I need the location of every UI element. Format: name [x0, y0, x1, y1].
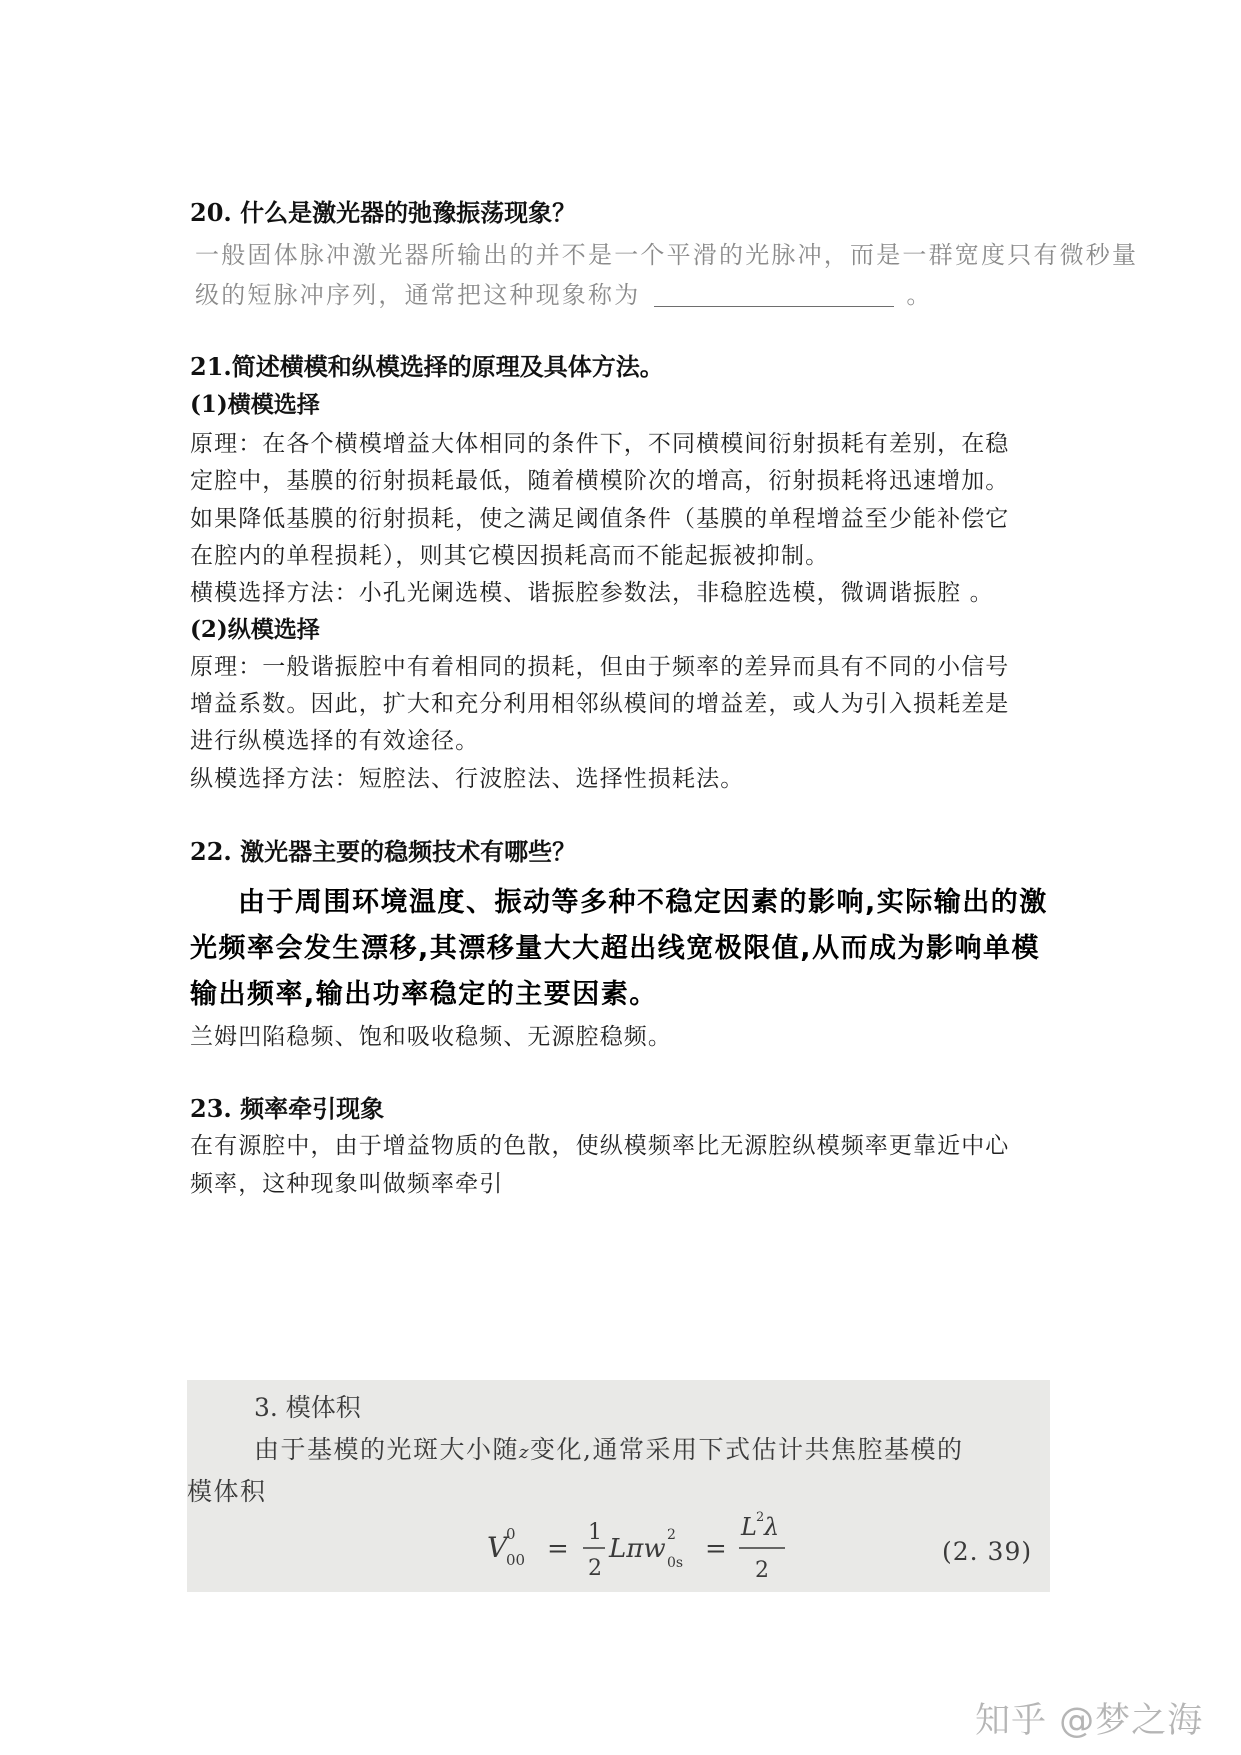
paragraph-line: 如果降低基膜的衍射损耗，使之满足阈值条件（基膜的单程增益至少能补偿它	[190, 506, 1010, 532]
scanned-text-line-1: 一般固体脉冲激光器所输出的并不是一个平滑的光脉冲，而是一群宽度只有微秒量	[195, 241, 1139, 269]
excerpt-text: 由于基模的光斑大小随	[254, 1435, 520, 1464]
answer-line: 兰姆凹陷稳频、饱和吸收稳频、无源腔稳频。	[190, 1024, 672, 1050]
formula-frac2-lambda: λ	[764, 1513, 780, 1541]
paragraph-line: 纵模选择方法：短腔法、行波腔法、选择性损耗法。	[190, 766, 745, 792]
formula-V-sub: 00	[506, 1551, 526, 1569]
bold-paragraph-line: 输出频率,输出功率稳定的主要因素。	[190, 979, 658, 1010]
scanned-text-line-2-end: 。	[906, 281, 933, 309]
formula-frac1-num: 1	[588, 1520, 602, 1545]
excerpt-line-1	[254, 1430, 963, 1466]
paragraph-line: 定腔中，基膜的衍射损耗最低，随着横模阶次的增高，衍射损耗将迅速增加。	[190, 468, 1010, 494]
paragraph-line: 横模选择方法：小孔光阑选模、谐振腔参数法，非稳腔选模，微调谐振腔 。	[190, 580, 994, 606]
paragraph-line: 在有源腔中，由于增益物质的色散，使纵模频率比无源腔纵模频率更靠近中心	[190, 1133, 1010, 1159]
formula-V: V	[487, 1531, 508, 1564]
subsection-transverse-mode: (1)横模选择	[190, 391, 320, 418]
bold-paragraph-line: 由于周围环境温度、振动等多种不稳定因素的影响,实际输出的激	[238, 887, 1048, 918]
formula-w-sub: 0s	[667, 1555, 684, 1571]
formula-frac2-sup: 2	[756, 1510, 765, 1525]
formula-V-sup: 0	[506, 1525, 516, 1543]
scanned-text-line-2-text: 级的短脉冲序列，通常把这种现象称为	[195, 281, 641, 309]
question-20-title: 20. 什么是激光器的弛豫振荡现象？	[190, 198, 577, 227]
formula-L-pi-w: Lπw	[609, 1534, 666, 1564]
variable-z: z	[519, 1442, 530, 1463]
paragraph-line: 进行纵模选择的有效途径。	[190, 728, 480, 754]
bold-paragraph-line: 光频率会发生漂移,其漂移量大大超出线宽极限值,从而成为影响单模	[190, 933, 1041, 964]
question-21-title: 21.简述横模和纵模选择的原理及具体方法。	[190, 352, 664, 381]
excerpt-line-2: 模体积	[187, 1477, 267, 1506]
formula-frac2-L: L	[741, 1513, 757, 1541]
formula-equals: =	[547, 1534, 569, 1564]
scanned-text-line-2	[195, 275, 933, 310]
question-23-title: 23. 频率牵引现象	[190, 1094, 385, 1123]
zhihu-watermark: 知乎 @梦之海	[975, 1701, 1204, 1741]
subsection-longitudinal-mode: (2)纵模选择	[190, 616, 320, 643]
paragraph-line: 频率，这种现象叫做频率牵引	[190, 1171, 504, 1197]
excerpt-text: 变化,通常采用下式估计共焦腔基模的	[530, 1435, 964, 1464]
equation-number: (2. 39)	[942, 1537, 1033, 1566]
paragraph-line: 增益系数。因此，扩大和充分利用相邻纵模间的增益差，或人为引入损耗差是	[190, 691, 1010, 717]
textbook-excerpt-image	[187, 1380, 1050, 1592]
fill-in-blank	[654, 306, 894, 307]
paragraph-line: 原理：在各个横模增益大体相同的条件下，不同横模间衍射损耗有差别，在稳	[190, 431, 1010, 457]
formula-frac2-den: 2	[755, 1558, 769, 1583]
paragraph-line: 原理：一般谐振腔中有着相同的损耗，但由于频率的差异而具有不同的小信号	[190, 654, 1010, 680]
excerpt-heading: 3. 模体积	[254, 1393, 361, 1422]
question-22-title: 22. 激光器主要的稳频技术有哪些？	[190, 837, 577, 866]
formula-frac1-den: 2	[588, 1556, 602, 1581]
mode-volume-formula	[487, 1505, 967, 1587]
formula-equals: =	[705, 1534, 727, 1564]
paragraph-line: 在腔内的单程损耗），则其它模因损耗高而不能起振被抑制。	[190, 543, 830, 569]
formula-w-sup: 2	[667, 1527, 676, 1543]
